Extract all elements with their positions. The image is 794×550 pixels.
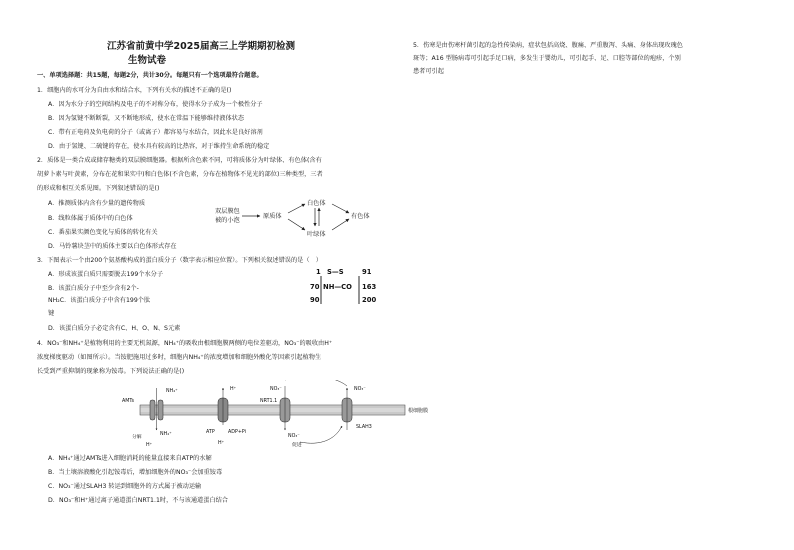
q3-option-c-cont: 键 (48, 310, 55, 317)
h-plus-mid: H⁺ (146, 443, 153, 448)
section-heading: 一、单项选择题：共15题，每题2分，共计30分。每题只有一个选项最符合题意。 (37, 72, 263, 79)
feedback-arc (285, 380, 347, 386)
struct-row1-right: 91 (362, 268, 372, 276)
amts-label: AMTs (122, 399, 135, 404)
q1-option-b: B．因为氢键不断断裂，又不断地形成，使水在常温下能够维持液体状态 (48, 115, 245, 122)
q4-option-a: A．NH₄⁺通过AMTs进入细胞消耗的能量直接来自ATP的水解 (48, 455, 212, 462)
q3-stem: 3．下图表示一个由200个氨基酸构成的蛋白质分子（数字表示相应位置）。下列相关叙述错误的是（ ） (37, 257, 322, 264)
q1-option-c: C．带有正电荷及负电荷的分子（或离子）都容易与水结合，因此水是良好溶剂 (48, 129, 263, 136)
q2-option-b: B．线粒体属于质体中的白色体 (48, 215, 133, 222)
amts-protein-right (158, 400, 163, 420)
q5-line1: 5．伤寒是由伤寒杆菌引起的急性传染病，症状包括高烧、腹痛、严重腹泻、头痛、身体出现玫瑰色 (413, 42, 683, 49)
q5-line3: 患者可引起 (413, 68, 444, 75)
q4-option-b: B．当土壤溶液酸化引起铵毒后，增加细胞外的NO₃⁻会加重铵毒 (48, 469, 223, 476)
q2-stem-line2: 胡萝卜素与叶黄素，分布在花和果实中)和白色体(不含色素，分布在植物体不见光的部位)三种类型，三者 (37, 171, 323, 178)
q4-stem-line2: 浓度梯度驱动（如图所示）。当铵肥施用过多时，细胞内NH₄⁺的浓度增加和细胞外酸化等因素引起植物生 (37, 354, 322, 361)
q3-option-c: NH₂C．该蛋白质分子中含有199个肽 (48, 297, 151, 304)
struct-row3-right: 200 (362, 296, 377, 304)
q4-option-d: D．NO₃⁻和H⁺通过离子通道蛋白NRT1.1时，不与该通道蛋白结合 (48, 497, 228, 504)
promote-arrow (300, 426, 342, 443)
q1-option-d: D．由于氢键、二硫键的存在，使水具有较高的比热容，对于维持生命系统的稳定 (48, 143, 270, 150)
divide-label: 分解 (132, 435, 142, 440)
protein-structure-diagram (308, 266, 380, 308)
diagram-chromoplast: 有色体 (351, 213, 370, 220)
membrane-label: 根细胞膜 (408, 408, 429, 414)
diagram-leucoplast: 白色体 (307, 200, 326, 207)
diagram-source-line1: 双层膜包 (215, 208, 240, 215)
q2-option-c: C．番茄果实颜色变化与质体的转化有关 (48, 229, 158, 236)
nrt-label: NRT1.1 (260, 399, 278, 404)
q2-option-d: D．马铃薯块茎中的质体主要以白色体形式存在 (48, 243, 177, 250)
q5-line2: 斑等；A16 型肠病毒可引起手足口病，多发生于婴幼儿，可引起手、足、口腔等部位的疱疹，个别 (413, 55, 681, 62)
q3-option-a: A．形成该蛋白质只需要脱去199个水分子 (48, 271, 164, 278)
struct-row1-left: 1 (316, 268, 321, 276)
amts-protein-left (150, 400, 155, 420)
struct-row3-left: 90 (310, 296, 320, 304)
amts-nh4-top: NH₄⁺ (166, 389, 178, 394)
diagram-source-line2: 被的小泡 (215, 217, 240, 224)
diagram-chloroplast: 叶绿体 (307, 231, 326, 238)
adp-pi-label: ADP+Pi (228, 430, 247, 435)
diagram-proplastid: 原质体 (263, 213, 282, 220)
struct-row2-right: 163 (362, 283, 377, 291)
slah3-label: SLAH3 (356, 425, 372, 430)
q4-option-c: C．NO₃⁻通过SLAH3 转运到细胞外的方式属于被动运输 (48, 483, 202, 490)
q1-option-a: A．因为水分子的空间结构及电子的不对称分布，使得水分子成为一个极性分子 (48, 101, 263, 108)
promote-label: 促进 (292, 443, 302, 448)
q1-stem: 1．细胞内的水可分为自由水和结合水，下列有关水的描述不正确的是() (37, 87, 232, 94)
q2-stem-line3: 的形成和相互关系见图。下列叙述错误的是() (37, 185, 160, 192)
struct-row1-bond: S—S (327, 268, 344, 276)
q3-option-b: B．该蛋白质分子中至少含有2个- (48, 285, 139, 292)
nrt-no3-bottom: NO₃⁻ (288, 434, 300, 439)
struct-row2-bond: NH—CO (323, 283, 352, 291)
q4-stem-line3: 长受到严重抑制的现象称为铵毒。下列说法正确的是() (37, 368, 185, 375)
ion-transport-figure (120, 380, 445, 452)
h-plus-in: H⁺ (218, 441, 225, 446)
plastid-diagram (215, 196, 385, 256)
cell-membrane (140, 405, 405, 415)
exam-title: 江苏省前黄中学2025届高三上学期期初检测 (107, 41, 295, 52)
q4-stem-line1: 4．NO₃⁻和NH₄⁺是植物利用的主要无机氮源，NH₄⁺的吸收由根细胞膜两侧的电位差驱动，NO₃⁻的吸收由H⁺ (37, 340, 333, 347)
q2-stem-line1: 2．质体是一类合成或储存糖类的双层膜细胞器。根据所含色素不同，可将质体分为叶绿体、有色体(含有 (37, 157, 322, 164)
q2-option-a: A．推测质体内含有少量的遗传物质 (48, 200, 146, 207)
nrt-no3-top: NO₃⁻ (270, 387, 282, 392)
q3-option-d: D．该蛋白质分子必定含有C、H、O、N、S元素 (48, 325, 181, 332)
struct-row2-left: 70 (310, 283, 320, 291)
amts-nh4-bottom: NH₄⁺ (160, 432, 172, 437)
slah3-no3-top: NO₃⁻ (354, 387, 366, 392)
exam-subtitle: 生物试卷 (128, 55, 167, 66)
h-plus-out: H⁺ (230, 387, 237, 392)
atp-label: ATP (206, 430, 215, 435)
